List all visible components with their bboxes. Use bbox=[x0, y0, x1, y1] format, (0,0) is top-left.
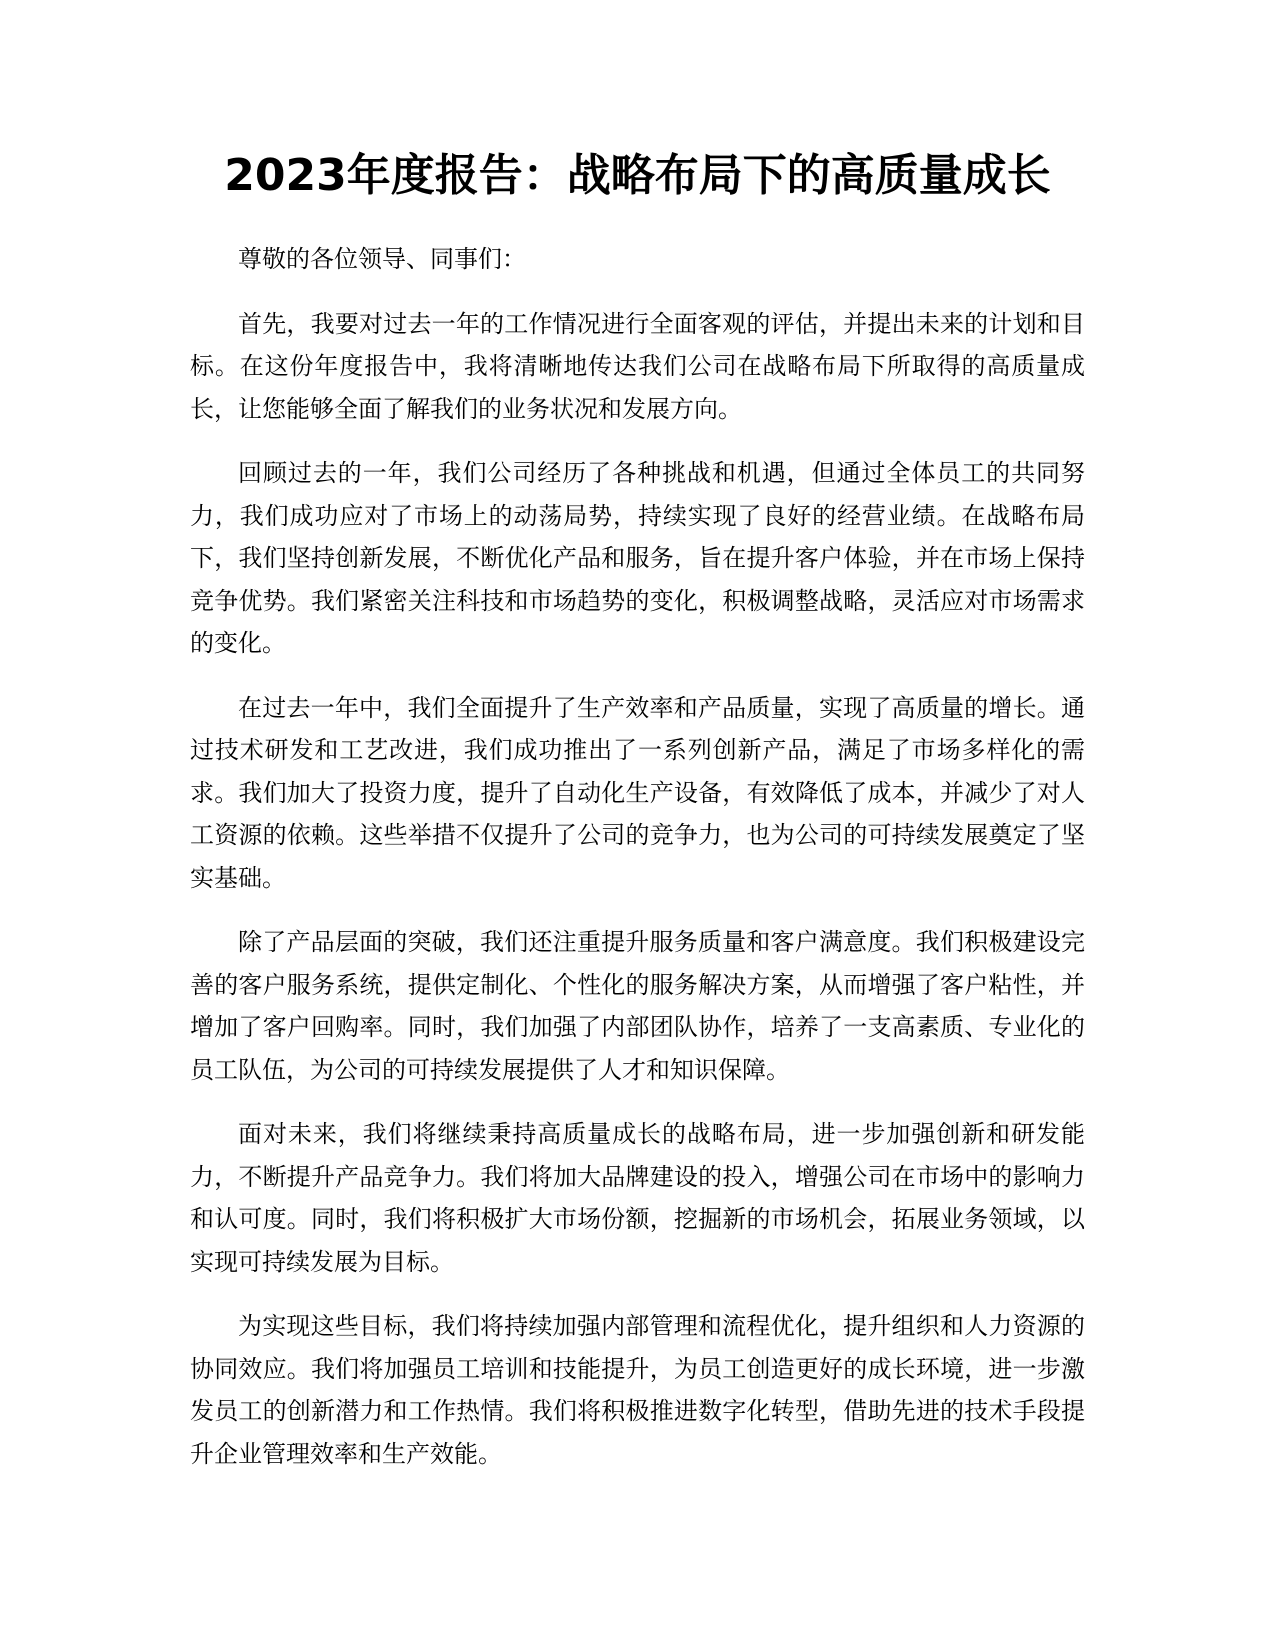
paragraph-1: 首先，我要对过去一年的工作情况进行全面客观的评估，并提出未来的计划和目标。在这份年度报告中，我将清晰地传达我们公司在战略布局下所取得的高质量成长，让您能够全面了解我们的业务状况和发展方向。 bbox=[190, 309, 1085, 423]
paragraph-4: 除了产品层面的突破，我们还注重提升服务质量和客户满意度。我们积极建设完善的客户服务系统，提供定制化、个性化的服务解决方案，从而增强了客户粘性，并增加了客户回购率。同时，我们加强了内部团队协作，培养了一支高素质、专业化的员工队伍，为公司的可持续发展提供了人才和知识保障。 bbox=[190, 928, 1085, 1084]
paragraph-3: 在过去一年中，我们全面提升了生产效率和产品质量，实现了高质量的增长。通过技术研发和工艺改进，我们成功推出了一系列创新产品，满足了市场多样化的需求。我们加大了投资力度，提升了自动化生产设备，有效降低了成本，并减少了对人工资源的依赖。这些举措不仅提升了公司的竞争力，也为公司的可持续发展奠定了坚实基础。 bbox=[190, 693, 1085, 892]
paragraph-5: 面对未来，我们将继续秉持高质量成长的战略布局，进一步加强创新和研发能力，不断提升产品竞争力。我们将加大品牌建设的投入，增强公司在市场中的影响力和认可度。同时，我们将积极扩大市场份额，挖掘新的市场机会，拓展业务领域，以实现可持续发展为目标。 bbox=[190, 1120, 1085, 1276]
paragraph-2: 回顾过去的一年，我们公司经历了各种挑战和机遇，但通过全体员工的共同努力，我们成功应对了市场上的动荡局势，持续实现了良好的经营业绩。在战略布局下，我们坚持创新发展，不断优化产品和服务，旨在提升客户体验，并在市场上保持竞争优势。我们紧密关注科技和市场趋势的变化，积极调整战略，灵活应对市场需求的变化。 bbox=[190, 459, 1085, 657]
paragraph-6: 为实现这些目标，我们将持续加强内部管理和流程优化，提升组织和人力资源的协同效应。我们将加强员工培训和技能提升，为员工创造更好的成长环境，进一步激发员工的创新潜力和工作热情。我们将积极推进数字化转型，借助先进的技术手段提升企业管理效率和生产效能。 bbox=[190, 1312, 1085, 1468]
salutation: 尊敬的各位领导、同事们： bbox=[238, 245, 526, 273]
document-body bbox=[190, 238, 1085, 1497]
document-title: 2023年度报告：战略布局下的高质量成长 bbox=[224, 150, 1051, 201]
